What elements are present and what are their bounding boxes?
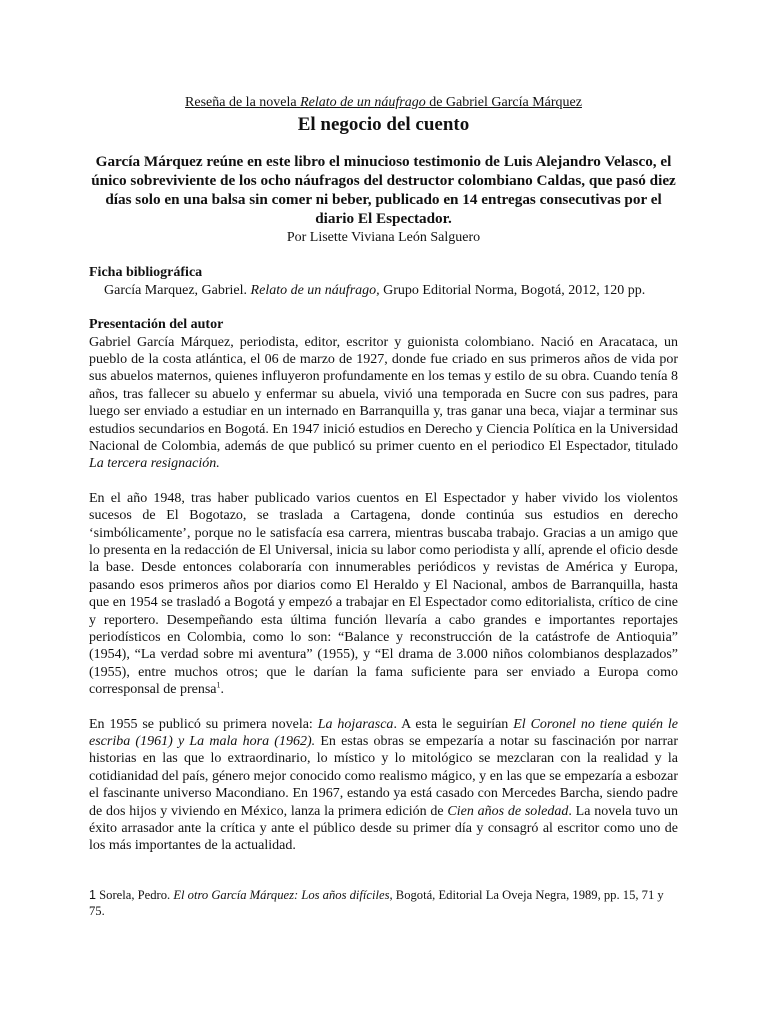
biblio-author: García Marquez, Gabriel. <box>104 282 251 298</box>
footnote-reference[interactable]: 1 <box>216 680 221 690</box>
paragraph-2-end: . <box>220 682 225 698</box>
byline: Por Lisette Viviana León Salguero <box>286 230 481 245</box>
presentacion-heading: Presentación del autor <box>89 317 224 332</box>
novel-title-hojarasca: La hojarasca <box>317 716 394 732</box>
ficha-heading: Ficha bibliográfica <box>89 265 203 280</box>
paragraph-3-c: En estas obras se empezaría a notar su fascinación por narrar historias en las que lo extraordinario, lo místico y lo mitológico se mezclaran con la realidad y la cotidianidad del país, género mejor conocido como realismo mágico, y en las que se empezaría a esbozar el fascinante universo Macondiano. En 1967, estando ya está casado con Mercedes Barcha, siendo padre de dos hijos y viviendo en México, lanza la primera edición de <box>89 734 678 819</box>
review-kicker <box>89 94 678 111</box>
paragraph-1-text: Gabriel García Márquez, periodista, editor, escritor y guionista colombiano. Nació en Aracataca, un pueblo de la costa atlántica, el 06 de marzo de 1927, donde fue criado en sus primeros años de vida por sus abuelos maternos, quienes influyeron profundamente en los temas y estilo de su obra. Cuando tenía 8 años, tras fallecer su abuelo y enfermar su abuela, vivió una temporada en Sucre con sus padres, para luego ser enviado a estudiar en un internado en Barranquilla y, tras ganar una beca, viajar a terminar sus estudios secundarios en Bogotá. En 1947 inició estudios en Derecho y Ciencia Política en la Universidad Nacional de Colombia, además de que publicó su primer cuento en el periodico El Espectador, titulado <box>89 334 678 454</box>
biblio-book-title: Relato de un náufrago, <box>250 282 380 298</box>
paragraph-2-text: En el año 1948, tras haber publicado varios cuentos en El Espectador y haber vivido los violentos sucesos de El Bogotazo, se traslada a Cartagena, donde continúa sus estudios en derecho ‘simbólicamente’, porque no le satisfacía esa carrera, mientras buscaba trabajo. Gracias a un amigo que lo presenta en la redacción de El Universal, inicia su labor como periodista y allí, aprende el oficio desde la base. Desde entonces colaboraría con innumerables periódicos y revistas de América y Europa, pasando esos primeros años por diarios como El Heraldo y El Nacional, ambos de Barranquilla, hasta que en 1954 se trasladó a Bogotá y empezó a trabajar en El Espectador como editorialista, crítico de cine y reportero. Desempeñando esta última función llevaría a cabo grandes e importantes reportajes periodísticos en Colombia, como lo son: “Balance y reconstrucción de la catástrofe de Antioquia” (1954), “La verdad sobre mi aventura” (1955), y “El drama de 3.000 niños colombianos desplazados” (1955), entre muchos otros; que le darían la fama suficiente para ser enviado a Europa como corresponsal de prensa <box>89 490 678 698</box>
article-title: El negocio del cuento <box>297 114 470 135</box>
paragraph-3-b: . A esta le seguirían <box>393 716 514 732</box>
kicker-suffix: de Gabriel García Márquez <box>425 95 582 110</box>
paragraph-3-a: En 1955 se publicó su primera novela: <box>89 716 318 732</box>
paragraph-1-story-title: La tercera resignación. <box>89 456 220 472</box>
paragraph-3 <box>89 716 678 855</box>
footnote <box>89 887 678 919</box>
kicker-novel-title: Relato de un náufrago <box>300 95 426 110</box>
paragraph-3-d: . La novela tuvo un éxito arrasador ante la crítica y ante el público desde su primer día y consagró al escritor como uno de los más importantes de la actualidad. <box>89 803 679 854</box>
document-body <box>89 94 678 855</box>
novel-title-cien-anos: Cien años de soledad <box>447 803 569 819</box>
footnote-text-a: Sorela, Pedro. <box>96 888 174 902</box>
novel-titles-coronel-mala-hora: El Coronel no tiene quién le escriba (1961) y La mala hora (1962). <box>89 716 678 750</box>
paragraph-2 <box>89 490 678 699</box>
footnote-number: 1 <box>89 888 97 902</box>
biblio-publisher: Grupo Editorial Norma, Bogotá, 2012, 120 pp. <box>379 282 646 298</box>
footnote-work-title: El otro García Márquez: Los años difíciles, <box>173 888 393 902</box>
kicker-prefix: Reseña de la novela <box>185 95 301 110</box>
footnote-text-b: Bogotá, Editorial La Oveja Negra, 1989, pp. 15, 71 y 75. <box>89 888 664 918</box>
article-subtitle: García Márquez reúne en este libro el minucioso testimonio de Luis Alejandro Velasco, el único sobreviviente de los ocho náufragos del destructor colombiano Caldas, que pasó diez días solo en una balsa sin comer ni beber, publicado en 14 entregas consecutivas por el diario El Espectador. <box>91 153 676 227</box>
bibliographic-entry <box>89 282 678 300</box>
paragraph-1 <box>89 334 678 473</box>
